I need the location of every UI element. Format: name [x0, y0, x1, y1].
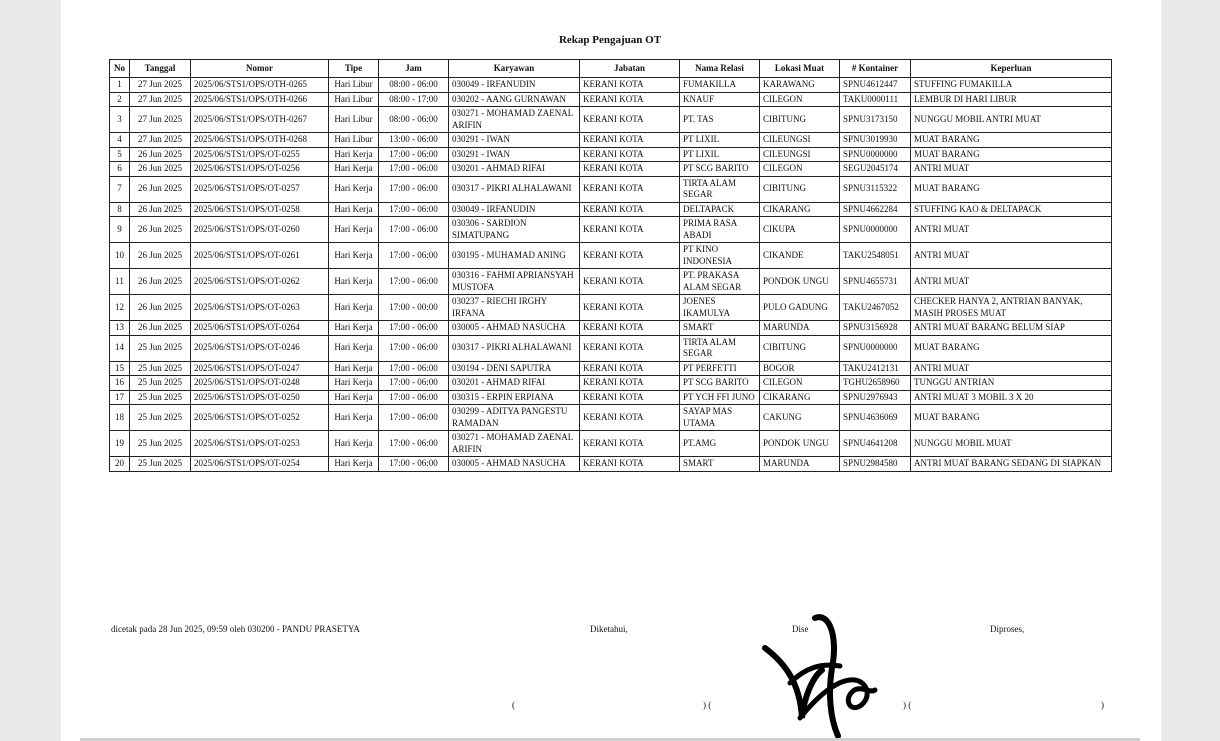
- table-cell: PONDOK UNGU: [760, 431, 840, 457]
- table-cell: 17:00 - 06:00: [379, 321, 449, 336]
- table-cell: 030291 - IWAN: [449, 133, 580, 148]
- table-cell: SPNU4636069: [840, 405, 911, 431]
- table-row: [110, 390, 1112, 405]
- table-cell: TAKU2548051: [840, 243, 911, 269]
- table-cell: CIBITUNG: [760, 335, 840, 361]
- table-cell: 26 Jun 2025: [130, 176, 191, 202]
- column-header: No: [110, 60, 130, 78]
- table-cell: 030271 - MOHAMAD ZAENAL ARIFIN: [449, 431, 580, 457]
- table-row: [110, 335, 1112, 361]
- signature-paren: ) (: [703, 700, 712, 710]
- table-cell: 18: [110, 405, 130, 431]
- table-cell: Hari Kerja: [329, 162, 379, 177]
- table-cell: 2025/06/STS1/OPS/OT-0254: [191, 457, 329, 472]
- table-cell: PT. PRAKASA ALAM SEGAR: [680, 269, 760, 295]
- table-cell: ANTRI MUAT: [911, 217, 1112, 243]
- table-cell: TUNGGU ANTRIAN: [911, 376, 1112, 391]
- table-cell: 14: [110, 335, 130, 361]
- column-header: Lokasi Muat: [760, 60, 840, 78]
- table-cell: TIRTA ALAM SEGAR: [680, 176, 760, 202]
- table-cell: KERANI KOTA: [580, 295, 680, 321]
- table-cell: 030317 - PIKRI ALHALAWANI: [449, 176, 580, 202]
- table-cell: ANTRI MUAT: [911, 243, 1112, 269]
- table-cell: KERANI KOTA: [580, 321, 680, 336]
- table-cell: SPNU4655731: [840, 269, 911, 295]
- table-row: [110, 457, 1112, 472]
- table-cell: 17:00 - 06:00: [379, 147, 449, 162]
- column-header: Keperluan: [911, 60, 1112, 78]
- table-cell: 26 Jun 2025: [130, 162, 191, 177]
- table-cell: 030237 - RIECHI IRGHY IRFANA: [449, 295, 580, 321]
- table-cell: SMART: [680, 457, 760, 472]
- processed-label: Diproses,: [990, 624, 1025, 634]
- table-cell: KERANI KOTA: [580, 92, 680, 107]
- table-cell: SPNU2976943: [840, 390, 911, 405]
- table-cell: Hari Kerja: [329, 321, 379, 336]
- table-cell: 030271 - MOHAMAD ZAENAL ARIFIN: [449, 107, 580, 133]
- table-cell: KERANI KOTA: [580, 147, 680, 162]
- table-cell: Hari Kerja: [329, 269, 379, 295]
- table-cell: 030201 - AHMAD RIFAI: [449, 162, 580, 177]
- table-cell: ANTRI MUAT BARANG SEDANG DI SIAPKAN: [911, 457, 1112, 472]
- table-cell: 2025/06/STS1/OPS/OT-0260: [191, 217, 329, 243]
- table-cell: 17:00 - 06:00: [379, 243, 449, 269]
- table-cell: 12: [110, 295, 130, 321]
- table-cell: 8: [110, 202, 130, 217]
- signature-paren: ) (: [903, 700, 912, 710]
- table-cell: SPNU0000000: [840, 335, 911, 361]
- table-cell: TAKU2412131: [840, 361, 911, 376]
- table-cell: SPNU3173150: [840, 107, 911, 133]
- table-cell: MUAT BARANG: [911, 176, 1112, 202]
- table-cell: 17: [110, 390, 130, 405]
- table-cell: CIKARANG: [760, 202, 840, 217]
- table-cell: 27 Jun 2025: [130, 92, 191, 107]
- table-cell: 7: [110, 176, 130, 202]
- table-header-row: [110, 60, 1112, 78]
- table-cell: 2025/06/STS1/OPS/OT-0253: [191, 431, 329, 457]
- table-cell: 15: [110, 361, 130, 376]
- table-cell: SEGU2045174: [840, 162, 911, 177]
- known-label: Diketahui,: [590, 624, 628, 634]
- table-cell: Hari Kerja: [329, 217, 379, 243]
- table-cell: CIKUPA: [760, 217, 840, 243]
- table-cell: ANTRI MUAT: [911, 162, 1112, 177]
- table-cell: 25 Jun 2025: [130, 390, 191, 405]
- table-cell: 4: [110, 133, 130, 148]
- printed-info: dicetak pada 28 Jun 2025, 09:59 oleh 030200 - PANDU PRASETYA: [111, 624, 360, 634]
- table-cell: PT. TAS: [680, 107, 760, 133]
- table-cell: MUAT BARANG: [911, 335, 1112, 361]
- table-cell: TAKU2467052: [840, 295, 911, 321]
- table-row: [110, 147, 1112, 162]
- table-cell: 08:00 - 06:00: [379, 78, 449, 93]
- table-cell: MUAT BARANG: [911, 405, 1112, 431]
- table-row: [110, 133, 1112, 148]
- table-cell: KERANI KOTA: [580, 361, 680, 376]
- table-cell: 25 Jun 2025: [130, 361, 191, 376]
- table-cell: SPNU0000000: [840, 147, 911, 162]
- table-cell: Hari Kerja: [329, 295, 379, 321]
- table-cell: 17:00 - 06:00: [379, 390, 449, 405]
- table-cell: TIRTA ALAM SEGAR: [680, 335, 760, 361]
- table-cell: ANTRI MUAT: [911, 269, 1112, 295]
- table-cell: Hari Kerja: [329, 202, 379, 217]
- table-cell: 25 Jun 2025: [130, 457, 191, 472]
- approved-label: Dise: [792, 624, 809, 634]
- table-cell: 2025/06/STS1/OPS/OTH-0267: [191, 107, 329, 133]
- table-cell: DELTAPACK: [680, 202, 760, 217]
- table-cell: MUAT BARANG: [911, 147, 1112, 162]
- table-cell: 17:00 - 06:00: [379, 202, 449, 217]
- table-cell: 1: [110, 78, 130, 93]
- table-cell: 17:00 - 06:00: [379, 405, 449, 431]
- table-cell: 27 Jun 2025: [130, 133, 191, 148]
- table-cell: 27 Jun 2025: [130, 78, 191, 93]
- table-row: [110, 162, 1112, 177]
- table-cell: BOGOR: [760, 361, 840, 376]
- table-cell: 030299 - ADITYA PANGESTU RAMADAN: [449, 405, 580, 431]
- table-cell: PT YCH FFI JUNO: [680, 390, 760, 405]
- table-cell: 26 Jun 2025: [130, 321, 191, 336]
- table-cell: Hari Libur: [329, 92, 379, 107]
- handwritten-signature: [760, 608, 880, 741]
- table-row: [110, 376, 1112, 391]
- table-row: [110, 107, 1112, 133]
- table-cell: KNAUF: [680, 92, 760, 107]
- table-cell: STUFFING FUMAKILLA: [911, 78, 1112, 93]
- table-cell: CIKARANG: [760, 390, 840, 405]
- table-cell: Hari Kerja: [329, 335, 379, 361]
- table-cell: 17:00 - 06:00: [379, 176, 449, 202]
- table-cell: 27 Jun 2025: [130, 107, 191, 133]
- table-cell: KERANI KOTA: [580, 243, 680, 269]
- table-cell: KERANI KOTA: [580, 217, 680, 243]
- table-cell: SPNU0000000: [840, 217, 911, 243]
- table-cell: 2: [110, 92, 130, 107]
- table-row: [110, 321, 1112, 336]
- table-cell: 6: [110, 162, 130, 177]
- signature-paren: (: [512, 700, 515, 710]
- table-cell: 2025/06/STS1/OPS/OT-0246: [191, 335, 329, 361]
- table-cell: 17:00 - 06:00: [379, 162, 449, 177]
- table-cell: PT KINO INDONESIA: [680, 243, 760, 269]
- table-cell: 030317 - PIKRI ALHALAWANI: [449, 335, 580, 361]
- table-cell: 030306 - SARDION SIMATUPANG: [449, 217, 580, 243]
- table-cell: CILEGON: [760, 376, 840, 391]
- table-cell: 25 Jun 2025: [130, 376, 191, 391]
- table-cell: Hari Kerja: [329, 147, 379, 162]
- table-cell: 030195 - MUHAMAD ANING: [449, 243, 580, 269]
- overtime-table: [109, 59, 1112, 472]
- table-cell: 2025/06/STS1/OPS/OT-0262: [191, 269, 329, 295]
- signature-paren: ): [1101, 700, 1104, 710]
- page-title: Rekap Pengajuan OT: [558, 34, 662, 46]
- table-cell: SPNU4641208: [840, 431, 911, 457]
- table-cell: Hari Kerja: [329, 243, 379, 269]
- table-cell: CILEUNGSI: [760, 133, 840, 148]
- table-cell: MARUNDA: [760, 321, 840, 336]
- table-cell: PONDOK UNGU: [760, 269, 840, 295]
- table-cell: 2025/06/STS1/OPS/OT-0250: [191, 390, 329, 405]
- table-cell: MUAT BARANG: [911, 133, 1112, 148]
- table-cell: 17:00 - 06:00: [379, 376, 449, 391]
- table-row: [110, 202, 1112, 217]
- table-cell: KERANI KOTA: [580, 457, 680, 472]
- table-cell: KERANI KOTA: [580, 376, 680, 391]
- table-cell: ANTRI MUAT 3 MOBIL 3 X 20: [911, 390, 1112, 405]
- table-cell: NUNGGU MOBIL MUAT: [911, 431, 1112, 457]
- column-header: Tipe: [329, 60, 379, 78]
- table-cell: 030316 - FAHMI APRIANSYAH MUSTOFA: [449, 269, 580, 295]
- table-cell: 3: [110, 107, 130, 133]
- table-cell: 2025/06/STS1/OPS/OT-0258: [191, 202, 329, 217]
- table-body: [110, 78, 1112, 472]
- column-header: Tanggal: [130, 60, 191, 78]
- table-cell: SPNU4662284: [840, 202, 911, 217]
- table-cell: 13: [110, 321, 130, 336]
- table-cell: PT SCG BARITO: [680, 376, 760, 391]
- table-cell: 26 Jun 2025: [130, 295, 191, 321]
- table-cell: SMART: [680, 321, 760, 336]
- table-cell: 17:00 - 06:00: [379, 217, 449, 243]
- table-row: [110, 431, 1112, 457]
- table-row: [110, 78, 1112, 93]
- table-cell: 17:00 - 00:00: [379, 295, 449, 321]
- table-cell: 17:00 - 06:00: [379, 269, 449, 295]
- table-cell: SPNU3019930: [840, 133, 911, 148]
- table-row: [110, 269, 1112, 295]
- table-cell: SPNU3156928: [840, 321, 911, 336]
- column-header: Jam: [379, 60, 449, 78]
- table-row: [110, 405, 1112, 431]
- table-cell: 25 Jun 2025: [130, 335, 191, 361]
- table-cell: PT LIXIL: [680, 147, 760, 162]
- table-cell: PT SCG BARITO: [680, 162, 760, 177]
- table-cell: 9: [110, 217, 130, 243]
- table-cell: 030194 - DENI SAPUTRA: [449, 361, 580, 376]
- table-cell: 25 Jun 2025: [130, 431, 191, 457]
- column-header: # Kontainer: [840, 60, 911, 78]
- table-cell: 2025/06/STS1/OPS/OTH-0265: [191, 78, 329, 93]
- table-cell: PT LIXIL: [680, 133, 760, 148]
- table-cell: CIKANDE: [760, 243, 840, 269]
- table-cell: 2025/06/STS1/OPS/OT-0255: [191, 147, 329, 162]
- table-cell: 030049 - IRFANUDIN: [449, 78, 580, 93]
- table-cell: 13:00 - 06:00: [379, 133, 449, 148]
- table-cell: KERANI KOTA: [580, 107, 680, 133]
- table-cell: 2025/06/STS1/OPS/OT-0263: [191, 295, 329, 321]
- table-row: [110, 295, 1112, 321]
- table-cell: 5: [110, 147, 130, 162]
- table-cell: PT PERFETTI: [680, 361, 760, 376]
- table-cell: Hari Kerja: [329, 405, 379, 431]
- table-cell: KERANI KOTA: [580, 162, 680, 177]
- table-cell: KERANI KOTA: [580, 335, 680, 361]
- table-cell: 2025/06/STS1/OPS/OTH-0268: [191, 133, 329, 148]
- table-cell: 2025/06/STS1/OPS/OTH-0266: [191, 92, 329, 107]
- table-cell: 2025/06/STS1/OPS/OT-0256: [191, 162, 329, 177]
- column-header: Jabatan: [580, 60, 680, 78]
- table-cell: 17:00 - 06:00: [379, 361, 449, 376]
- table-cell: NUNGGU MOBIL ANTRI MUAT: [911, 107, 1112, 133]
- table-cell: SPNU3115322: [840, 176, 911, 202]
- table-cell: Hari Kerja: [329, 457, 379, 472]
- table-cell: TGHU2658960: [840, 376, 911, 391]
- table-cell: KERANI KOTA: [580, 176, 680, 202]
- table-cell: 10: [110, 243, 130, 269]
- column-header: Nama Relasi: [680, 60, 760, 78]
- table-cell: 26 Jun 2025: [130, 147, 191, 162]
- column-header: Nomor: [191, 60, 329, 78]
- table-row: [110, 176, 1112, 202]
- table-cell: 030005 - AHMAD NASUCHA: [449, 457, 580, 472]
- table-cell: Hari Kerja: [329, 431, 379, 457]
- table-cell: CILEUNGSI: [760, 147, 840, 162]
- table-cell: KERANI KOTA: [580, 431, 680, 457]
- table-cell: KERANI KOTA: [580, 269, 680, 295]
- table-cell: KERANI KOTA: [580, 78, 680, 93]
- table-cell: 030005 - AHMAD NASUCHA: [449, 321, 580, 336]
- table-cell: 08:00 - 06:00: [379, 107, 449, 133]
- table-cell: Hari Kerja: [329, 361, 379, 376]
- table-row: [110, 92, 1112, 107]
- table-cell: CILEGON: [760, 162, 840, 177]
- table-cell: 26 Jun 2025: [130, 217, 191, 243]
- table-cell: CAKUNG: [760, 405, 840, 431]
- table-cell: CILEGON: [760, 92, 840, 107]
- table-cell: KERANI KOTA: [580, 390, 680, 405]
- table-cell: 030202 - AANG GURNAWAN: [449, 92, 580, 107]
- table-cell: KERANI KOTA: [580, 405, 680, 431]
- table-cell: SPNU2984580: [840, 457, 911, 472]
- table-cell: 11: [110, 269, 130, 295]
- table-cell: MARUNDA: [760, 457, 840, 472]
- table-cell: LEMBUR DI HARI LIBUR: [911, 92, 1112, 107]
- table-cell: 08:00 - 17:00: [379, 92, 449, 107]
- table-cell: SPNU4612447: [840, 78, 911, 93]
- table-cell: 2025/06/STS1/OPS/OT-0248: [191, 376, 329, 391]
- table-cell: 20: [110, 457, 130, 472]
- table-cell: SAYAP MAS UTAMA: [680, 405, 760, 431]
- table-cell: TAKU0000111: [840, 92, 911, 107]
- table-cell: STUFFING KAO & DELTAPACK: [911, 202, 1112, 217]
- table-cell: 26 Jun 2025: [130, 269, 191, 295]
- table-cell: KARAWANG: [760, 78, 840, 93]
- table-cell: CHECKER HANYA 2, ANTRIAN BANYAK, MASIH PROSES MUAT: [911, 295, 1112, 321]
- table-cell: 17:00 - 06:00: [379, 431, 449, 457]
- table-cell: ANTRI MUAT: [911, 361, 1112, 376]
- table-cell: KERANI KOTA: [580, 202, 680, 217]
- table-cell: 26 Jun 2025: [130, 243, 191, 269]
- table-row: [110, 243, 1112, 269]
- table-cell: PRIMA RASA ABADI: [680, 217, 760, 243]
- table-cell: 25 Jun 2025: [130, 405, 191, 431]
- table-cell: Hari Libur: [329, 107, 379, 133]
- table-cell: Hari Kerja: [329, 376, 379, 391]
- table-cell: 030049 - IRFANUDIN: [449, 202, 580, 217]
- table-cell: 16: [110, 376, 130, 391]
- table-cell: 26 Jun 2025: [130, 202, 191, 217]
- table-cell: PULO GADUNG: [760, 295, 840, 321]
- table-cell: JOENES IKAMULYA: [680, 295, 760, 321]
- table-row: [110, 217, 1112, 243]
- table-cell: Hari Kerja: [329, 390, 379, 405]
- table-cell: 2025/06/STS1/OPS/OT-0247: [191, 361, 329, 376]
- table-cell: 2025/06/STS1/OPS/OT-0264: [191, 321, 329, 336]
- table-cell: Hari Libur: [329, 133, 379, 148]
- table-cell: 17:00 - 06:00: [379, 457, 449, 472]
- table-cell: 2025/06/STS1/OPS/OT-0257: [191, 176, 329, 202]
- table-cell: 030291 - IWAN: [449, 147, 580, 162]
- table-cell: KERANI KOTA: [580, 133, 680, 148]
- table-cell: FUMAKILLA: [680, 78, 760, 93]
- table-cell: CIBITUNG: [760, 176, 840, 202]
- column-header: Karyawan: [449, 60, 580, 78]
- table-cell: PT.AMG: [680, 431, 760, 457]
- table-cell: 17:00 - 06:00: [379, 335, 449, 361]
- table-cell: Hari Kerja: [329, 176, 379, 202]
- table-cell: 2025/06/STS1/OPS/OT-0261: [191, 243, 329, 269]
- table-cell: ANTRI MUAT BARANG BELUM SIAP: [911, 321, 1112, 336]
- table-cell: 030201 - AHMAD RIFAI: [449, 376, 580, 391]
- table-cell: CIBITUNG: [760, 107, 840, 133]
- table-cell: 2025/06/STS1/OPS/OT-0252: [191, 405, 329, 431]
- table-cell: Hari Libur: [329, 78, 379, 93]
- table-row: [110, 361, 1112, 376]
- table-cell: 19: [110, 431, 130, 457]
- table-cell: 030315 - ERPIN ERPIANA: [449, 390, 580, 405]
